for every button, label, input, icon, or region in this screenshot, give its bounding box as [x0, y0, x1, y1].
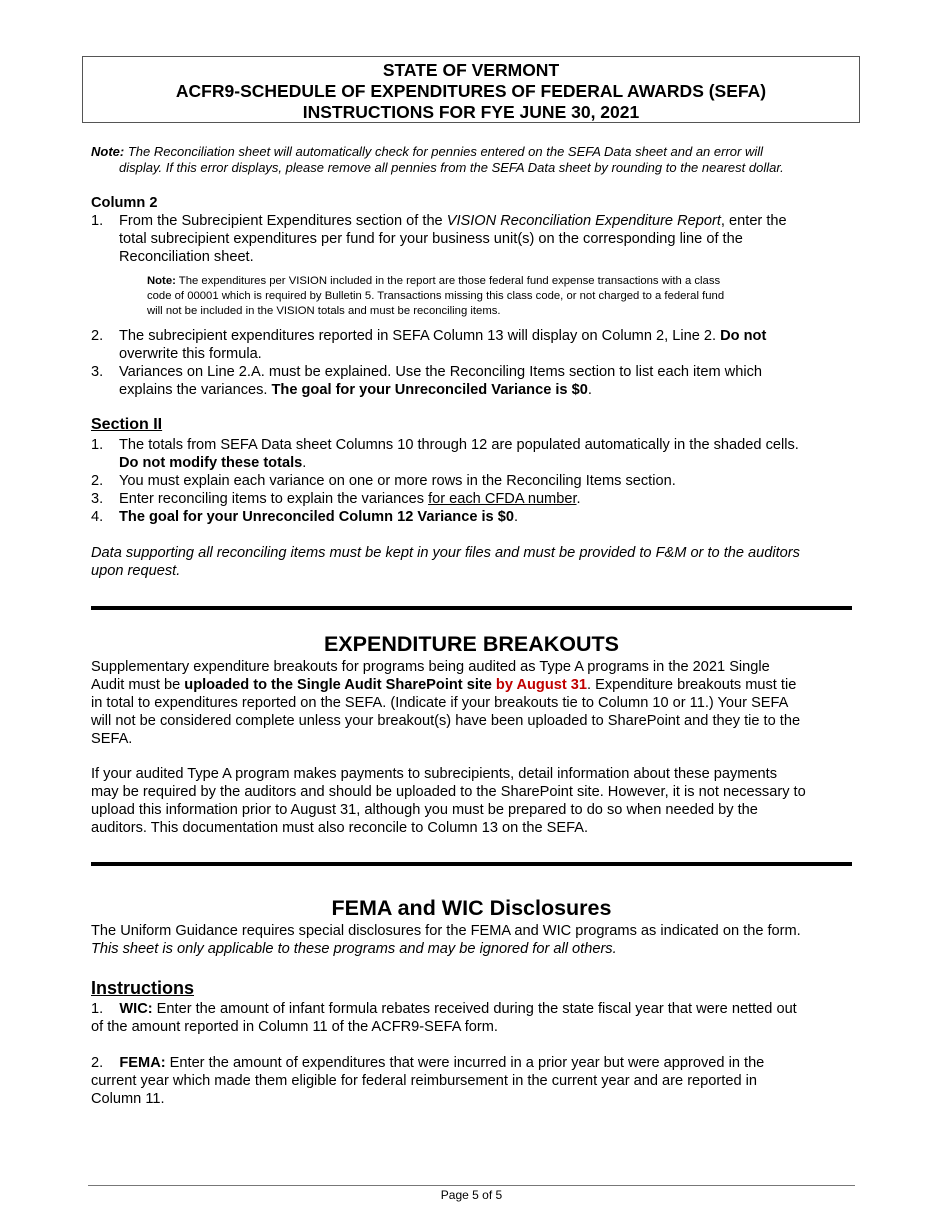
section2-item-2-number: 2. — [91, 473, 104, 489]
breakouts-paragraph-2 — [91, 765, 861, 837]
column12-goal-emphasis: The goal for your Unreconciled Column 12 Variance is $0 — [119, 509, 514, 525]
column2-item-3-text: explains the variances. — [119, 382, 272, 398]
section2-item-1 — [91, 436, 851, 472]
sharepoint-upload-emphasis: uploaded to the Single Audit SharePoint site — [184, 677, 492, 693]
do-not-modify-emphasis: Do not modify these totals — [119, 455, 303, 471]
column2-item-1-text-end: , enter the — [720, 213, 787, 229]
column2-item-2-text: The subrecipient expenditures reported in SEFA Column 13 will display on Column 2, Line 2. — [119, 328, 721, 344]
column2-item-1-text: From the Subrecipient Expenditures section of the — [119, 213, 447, 229]
document-title-box — [82, 56, 860, 123]
column2-item-1 — [91, 212, 851, 266]
section2-item-4-number: 4. — [91, 509, 104, 525]
section2-item-2-text: You must explain each variance on one or more rows in the Reconciling Items section. — [119, 473, 676, 489]
title-instructions: INSTRUCTIONS FOR FYE JUNE 30, 2021 — [302, 102, 640, 122]
fema-instruction — [91, 1054, 861, 1108]
wic-instruction — [91, 1000, 861, 1036]
section-divider-1 — [91, 606, 852, 610]
pennies-note-line1: The Reconciliation sheet will automatically check for pennies entered on the SEFA Data sheet and an error will — [124, 144, 763, 159]
supporting-data-line2: upon request. — [91, 563, 181, 579]
vision-note — [147, 274, 847, 319]
column2-item-1-number: 1. — [91, 213, 104, 229]
section2-item-1-period: . — [302, 455, 307, 471]
section2-item-4-period: . — [513, 509, 519, 525]
column2-item-2-number: 2. — [91, 328, 104, 344]
column2-item-2 — [91, 327, 851, 363]
column2-heading: Column 2 — [91, 195, 158, 211]
fema-line1: Enter the amount of expenditures that were incurred in a prior year but were approved in the — [165, 1055, 765, 1071]
column2-item-3 — [91, 363, 851, 399]
breakouts-p1-line2-end: . Expenditure breakouts must tie — [587, 677, 797, 693]
supporting-data-line1: Data supporting all reconciling items must be kept in your files and must be provided to F&M or to the auditors — [91, 545, 800, 561]
footer-rule — [88, 1185, 855, 1186]
section2-item-3-period: . — [576, 491, 581, 507]
august-deadline: by August 31 — [491, 677, 588, 693]
section2-item-3-number: 3. — [91, 491, 104, 507]
breakouts-paragraph-1 — [91, 658, 861, 748]
breakouts-p1-line4: will not be considered complete unless your breakout(s) have been uploaded to SharePoint and they tie to the — [91, 713, 801, 729]
wic-number: 1. — [91, 1001, 104, 1017]
wic-line2: of the amount reported in Column 11 of the ACFR9-SEFA form. — [91, 1019, 498, 1035]
column2-item-1-line2: total subrecipient expenditures per fund for your business unit(s) on the corresponding line of the — [119, 231, 743, 247]
fema-wic-intro — [91, 922, 861, 958]
breakouts-p2-line3: upload this information prior to August 31, although you must be prepared to do so when needed by the — [91, 802, 758, 818]
column2-item-3-period: . — [587, 382, 592, 398]
fema-label: FEMA: — [119, 1055, 166, 1071]
page-number: Page 5 of 5 — [440, 1188, 503, 1202]
vision-note-line2: code of 00001 which is required by Bulletin 5. Transactions missing this class code, or not charged to a federal fund — [147, 290, 725, 302]
breakouts-p1-line2: Audit must be — [91, 677, 185, 693]
supporting-data-note — [91, 544, 861, 580]
section2-item-3-text: Enter reconciling items to explain the variances — [119, 491, 429, 507]
fema-line3: Column 11. — [91, 1091, 165, 1107]
column2-item-3-number: 3. — [91, 364, 104, 380]
section2-item-3 — [91, 490, 851, 508]
title-schedule: ACFR9-SCHEDULE OF EXPENDITURES OF FEDERAL AWARDS (SEFA) — [175, 81, 767, 101]
breakouts-p2-line4: auditors. This documentation must also reconcile to Column 13 on the SEFA. — [91, 820, 588, 836]
section2-heading: Section II — [91, 416, 163, 433]
fema-wic-heading: FEMA and WIC Disclosures — [331, 896, 612, 920]
section-divider-2 — [91, 862, 852, 866]
section2-item-1-line1: The totals from SEFA Data sheet Columns 10 through 12 are populated automatically in the shaded cells. — [119, 437, 799, 453]
instructions-heading: Instructions — [91, 978, 195, 998]
title-state: STATE OF VERMONT — [382, 60, 560, 80]
breakouts-p2-line2: may be required by the auditors and should be uploaded to the SharePoint site. However, it is not necessary to — [91, 784, 806, 800]
fema-wic-intro-line2: This sheet is only applicable to these programs and may be ignored for all others. — [91, 941, 617, 957]
do-not-emphasis: Do not — [720, 328, 767, 344]
breakouts-p1-line3: in total to expenditures reported on the SEFA. (Indicate if your breakouts tie to Column 10 or 11.) Your SEFA — [91, 695, 789, 711]
pennies-note-label: Note: — [91, 144, 125, 159]
variance-goal-emphasis: The goal for your Unreconciled Variance is $0 — [271, 382, 588, 398]
section2-item-1-number: 1. — [91, 437, 104, 453]
breakouts-p2-line1: If your audited Type A program makes payments to subrecipients, detail information about these payments — [91, 766, 778, 782]
section2-item-2 — [91, 472, 851, 490]
column2-item-1-line3: Reconciliation sheet. — [119, 249, 254, 265]
pennies-note — [91, 144, 861, 176]
breakouts-p1-line5: SEFA. — [91, 731, 133, 747]
vision-note-line3: will not be included in the VISION totals and must be reconciling items. — [147, 305, 501, 317]
vision-note-label: Note: — [147, 275, 176, 287]
cfda-emphasis: for each CFDA number — [428, 491, 577, 507]
pennies-note-line2: display. If this error displays, please remove all pennies from the SEFA Data sheet by rounding to the nearest dollar. — [119, 160, 784, 175]
fema-line2: current year which made them eligible for federal reimbursement in the current year and are reported in — [91, 1073, 757, 1089]
vision-report-name: VISION Reconciliation Expenditure Report — [446, 213, 721, 229]
section2-item-4 — [91, 508, 851, 526]
fema-number: 2. — [91, 1055, 104, 1071]
wic-label: WIC: — [119, 1001, 153, 1017]
vision-note-line1: The expenditures per VISION included in the report are those federal fund expense transactions with a class — [175, 275, 721, 287]
breakouts-p1-line1: Supplementary expenditure breakouts for programs being audited as Type A programs in the 2021 Single — [91, 659, 770, 675]
breakouts-heading: EXPENDITURE BREAKOUTS — [323, 632, 620, 656]
column2-item-3-line1: Variances on Line 2.A. must be explained. Use the Reconciling Items section to list each item which — [119, 364, 762, 380]
fema-wic-intro-line1: The Uniform Guidance requires special disclosures for the FEMA and WIC programs as indicated on the form. — [91, 923, 801, 939]
column2-item-2-line2: overwrite this formula. — [119, 346, 262, 362]
wic-line1: Enter the amount of infant formula rebates received during the state fiscal year that were netted out — [152, 1001, 797, 1017]
